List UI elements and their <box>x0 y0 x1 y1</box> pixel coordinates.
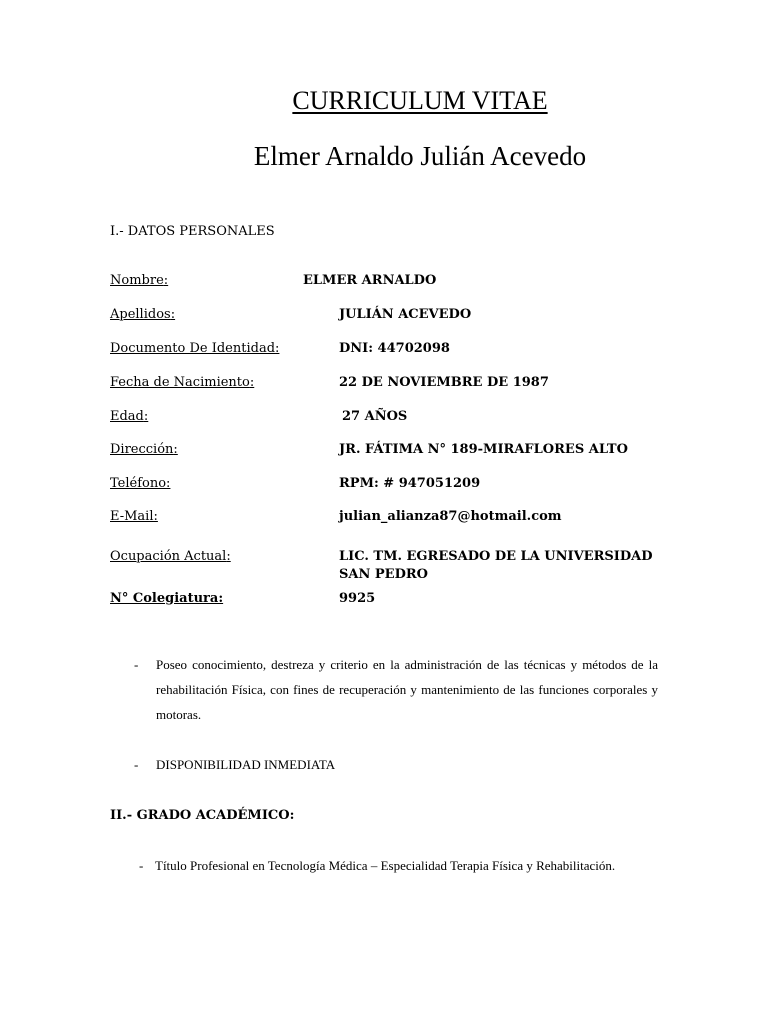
field-label-telefono: Teléfono: <box>110 476 171 491</box>
bullet-dash: - <box>134 657 139 672</box>
section-academic-degree-heading: II.- GRADO ACADÉMICO: <box>110 808 295 823</box>
document-title: CURRICULUM VITAE <box>292 86 548 115</box>
field-label-ocupacion: Ocupación Actual: <box>110 549 231 564</box>
field-value-telefono: RPM: # 947051209 <box>339 476 481 491</box>
bullet-dash: - <box>134 757 139 772</box>
field-label-direccion: Dirección: <box>110 442 178 457</box>
field-value-email: julian_alianza87@hotmail.com <box>339 509 562 524</box>
field-label-colegiatura: N° Colegiatura: <box>110 591 224 606</box>
field-value-documento: DNI: 44702098 <box>339 341 450 356</box>
field-label-edad: Edad: <box>110 409 149 424</box>
bullet-text-availability: DISPONIBILIDAD INMEDIATA <box>156 757 336 772</box>
field-label-nombre: Nombre: <box>110 273 169 288</box>
bullet-text-skills: Poseo conocimiento, destreza y criterio en la administración de las técnicas y métodos de la rehabilitación Física, con fines de recuperación y mantenimiento de las funciones corporales y motoras. <box>156 657 658 722</box>
field-value-colegiatura: 9925 <box>339 591 376 606</box>
bullet-text-professional-title: Título Profesional en Tecnología Médica – Especialidad Terapia Física y Rehabilitación. <box>155 858 616 873</box>
field-value-nombre: ELMER ARNALDO <box>303 273 437 288</box>
field-label-apellidos: Apellidos: <box>110 307 176 322</box>
field-value-fecha-nacimiento: 22 DE NOVIEMBRE DE 1987 <box>339 375 549 390</box>
bullet-dash: - <box>139 858 144 873</box>
field-label-fecha-nacimiento: Fecha de Nacimiento: <box>110 375 255 390</box>
field-value-apellidos: JULIÁN ACEVEDO <box>339 307 472 322</box>
field-value-ocupacion: LIC. TM. EGRESADO DE LA UNIVERSIDAD SAN PEDRO <box>339 549 653 582</box>
field-label-documento: Documento De Identidad: <box>110 341 280 356</box>
field-value-direccion: JR. FÁTIMA N° 189-MIRAFLORES ALTO <box>339 442 628 457</box>
field-value-edad: 27 AÑOS <box>342 409 408 424</box>
field-label-email: E-Mail: <box>110 509 158 524</box>
section-personal-data-heading: I.- DATOS PERSONALES <box>110 224 275 239</box>
candidate-name: Elmer Arnaldo Julián Acevedo <box>253 141 587 171</box>
